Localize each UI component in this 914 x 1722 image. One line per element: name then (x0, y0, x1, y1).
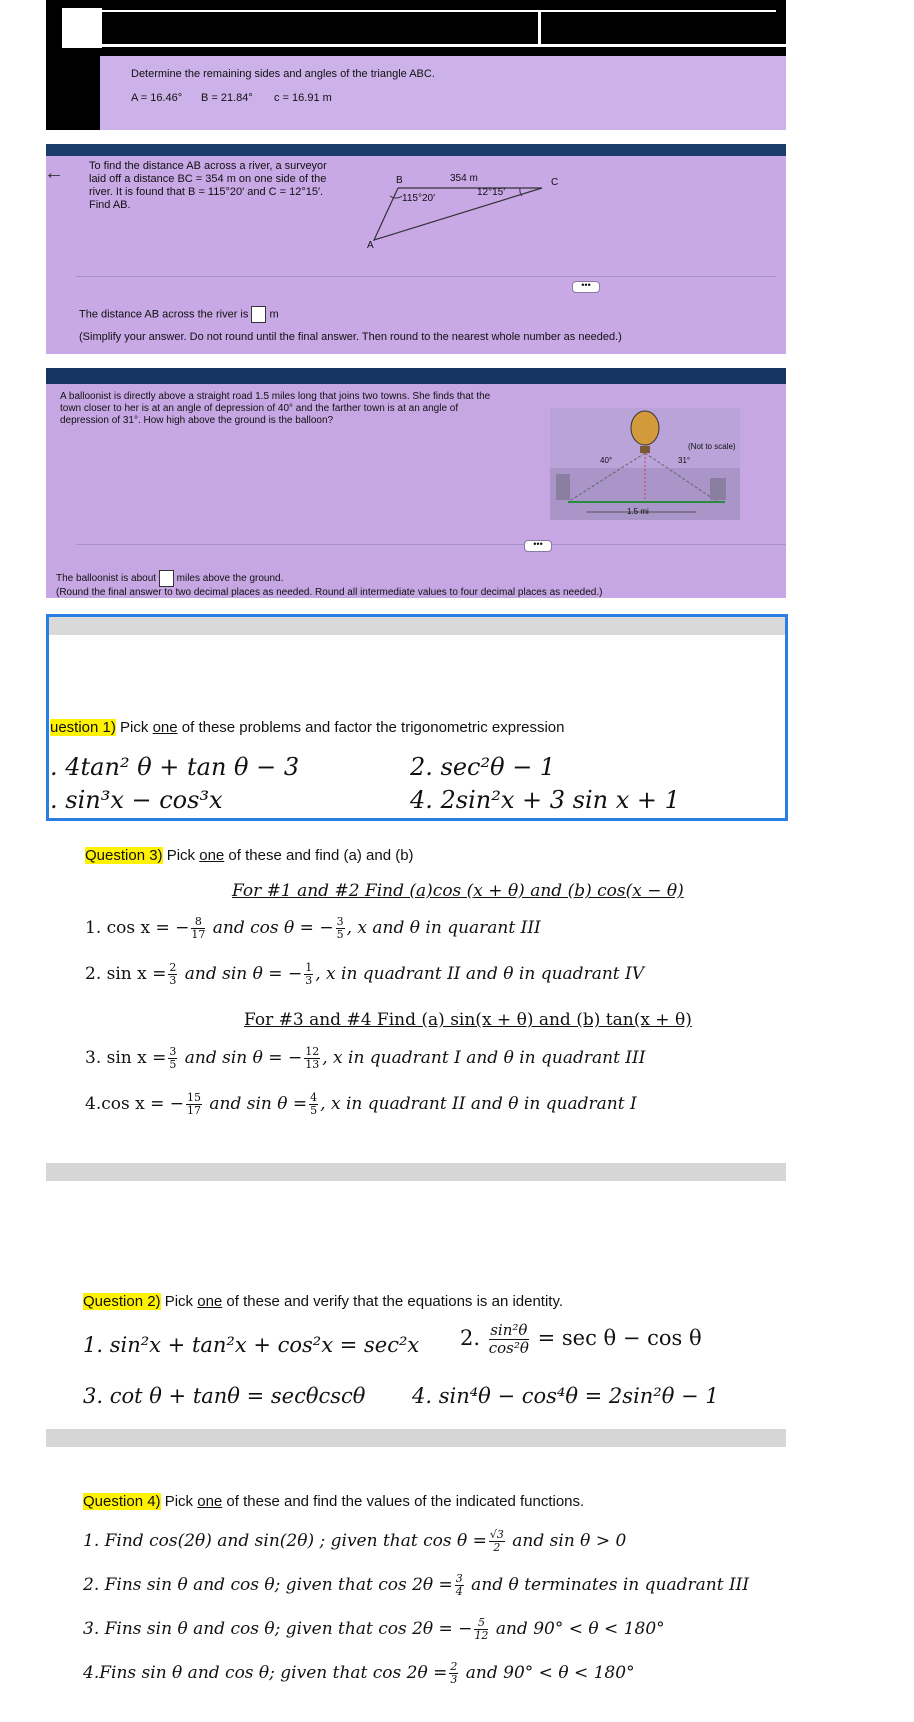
identity-3: 3. cot θ + tanθ = secθcscθ (83, 1384, 366, 1408)
more-options-button[interactable]: ••• (524, 540, 552, 552)
divider (76, 544, 786, 545)
expr-text: and 90° < θ < 180° (490, 1619, 665, 1639)
numerator: √3 (489, 1528, 504, 1541)
denominator: cos²θ (488, 1339, 529, 1357)
angle-b-label: 115°20′ (402, 193, 435, 204)
problem-line: depression of 31°. How high above the ground is the balloon? (60, 415, 334, 426)
heading-text: of these and find the values of the indicated functions. (222, 1493, 585, 1510)
heading-text: Pick (162, 847, 200, 864)
vertex-c-label: C (551, 177, 559, 188)
question-label: Question 2) (83, 1293, 161, 1310)
denominator: 12 (474, 1629, 489, 1642)
numerator: sin²θ (490, 1321, 528, 1339)
expr-text: , x and θ in quarant III (346, 918, 541, 938)
denominator: 17 (191, 928, 206, 941)
expr-text: 2. sin x = (85, 964, 167, 984)
expr-text: and sin θ = − (179, 1048, 303, 1068)
answer-prefix: The balloonist is about (56, 573, 157, 585)
answer-prefix: The distance AB across the river is (79, 308, 249, 321)
fraction (489, 1322, 529, 1357)
heading-text: of these and verify that the equations is an identity. (222, 1293, 564, 1310)
heading-emphasis: one (152, 719, 178, 736)
divider (76, 276, 776, 277)
heading-text: of these problems and factor the trigonometric expression (177, 719, 565, 736)
denominator: 5 (336, 928, 344, 941)
problem-line: laid off a distance BC = 354 m on one side of the (89, 173, 327, 185)
denominator: 4 (455, 1585, 463, 1598)
expr-text: , x in quadrant I and θ in quadrant III (322, 1048, 646, 1068)
answer-unit: m (269, 308, 279, 321)
fraction (474, 1617, 488, 1642)
problem-1: . 4tan² θ + tan θ − 3 (50, 753, 300, 781)
q4-item-2 (83, 1573, 749, 1598)
vertex-a-label: A (367, 240, 374, 251)
question-label: Question 4) (83, 1493, 161, 1510)
numerator: 12 (305, 1045, 320, 1058)
distance-label: 1.5 mi (627, 507, 649, 516)
q4-item-1 (83, 1529, 626, 1554)
expr-text: = sec θ − cos θ (537, 1326, 702, 1350)
numerator: 1 (305, 961, 313, 974)
fraction (191, 916, 205, 941)
fraction (304, 962, 313, 987)
problem-2: 2. sec²θ − 1 (410, 753, 556, 781)
fraction (455, 1573, 464, 1598)
heading-emphasis: one (197, 1293, 223, 1310)
heading-text: Pick (160, 1293, 198, 1310)
side-length-label: 354 m (450, 173, 478, 184)
identity-4: 4. sin⁴θ − cos⁴θ = 2sin²θ − 1 (412, 1384, 719, 1408)
denominator: 2 (493, 1541, 501, 1554)
fraction (304, 1046, 320, 1071)
numerator: 2 (169, 961, 177, 974)
problem-line: A balloonist is directly above a straight road 1.5 miles long that joins two towns. She finds that the (60, 391, 491, 402)
answer-line (79, 306, 279, 323)
numerator: 3 (336, 915, 344, 928)
identity-1: 1. sin²x + tan²x + cos²x = sec²x (83, 1333, 420, 1357)
expr-text: 3. Fins sin θ and cos θ; given that cos 2θ = − (83, 1619, 473, 1639)
numerator: 15 (187, 1091, 201, 1104)
expr-text: and 90° < θ < 180° (460, 1663, 635, 1683)
expr-text: , x in quadrant II and θ in quadrant IV (315, 964, 645, 984)
expr-text: , x in quadrant II and θ in quadrant I (320, 1094, 637, 1114)
q4-item-4 (83, 1661, 635, 1686)
expr-text: and cos θ = − (207, 918, 334, 938)
question-3-heading (85, 847, 414, 864)
given-angle-b: B = 21.84° (201, 92, 253, 104)
answer-instructions: (Simplify your answer. Do not round until the final answer. Then round to the nearest whole number as needed.) (79, 331, 622, 343)
answer-input[interactable] (251, 306, 266, 323)
back-arrow-icon[interactable]: ← (44, 162, 64, 184)
separator-band (46, 1163, 786, 1181)
vertex-b-label: B (396, 175, 403, 186)
divider (100, 44, 786, 47)
denominator: 3 (169, 974, 177, 987)
heading-text: Pick (115, 719, 153, 736)
heading-text: Pick (160, 1493, 198, 1510)
separator-band (46, 1429, 786, 1447)
fraction (336, 916, 345, 941)
heading-emphasis: one (197, 1493, 223, 1510)
q4-item-3 (83, 1617, 665, 1642)
not-to-scale-note: (Not to scale) (688, 442, 736, 451)
question-2-heading (83, 1293, 563, 1310)
expr-text: 1. cos x = − (85, 918, 190, 938)
q3-item-2 (85, 962, 644, 987)
denominator: 13 (305, 1058, 320, 1071)
more-options-button[interactable]: ••• (572, 281, 600, 293)
answer-line (56, 570, 283, 587)
expr-text: 3. sin x = (85, 1048, 167, 1068)
fraction (168, 1046, 177, 1071)
problem-line: To find the distance AB across a river, a surveyor (89, 160, 327, 172)
redaction-block (62, 8, 102, 48)
problem-line: town closer to her is at an angle of depression of 40° and the farther town is at an angle of (60, 403, 459, 414)
expr-text: and sin θ > 0 (506, 1531, 627, 1551)
fraction (309, 1092, 318, 1117)
divider (538, 12, 541, 46)
numerator: 2 (450, 1660, 458, 1673)
problem-prompt: Determine the remaining sides and angles of the triangle ABC. (131, 68, 435, 80)
numerator: 3 (169, 1045, 177, 1058)
divider (68, 10, 776, 12)
fraction (186, 1092, 202, 1117)
expr-text: 4.cos x = − (85, 1094, 184, 1114)
numerator: 5 (474, 1617, 488, 1630)
angle-40-label: 40° (600, 456, 613, 465)
denominator: 17 (187, 1104, 201, 1117)
expr-text: and θ terminates in quadrant III (465, 1575, 750, 1595)
angle-31-label: 31° (678, 456, 691, 465)
question-label: Question 3) (85, 847, 163, 864)
q3-item-1 (85, 916, 541, 941)
subheading-1: For #1 and #2 Find (a)cos (x + θ) and (b) cos(x − θ) (232, 881, 684, 901)
expr-text: and sin θ = (204, 1094, 308, 1114)
identity-2 (460, 1322, 702, 1357)
numerator: 3 (455, 1572, 463, 1585)
denominator: 3 (305, 974, 313, 987)
q3-item-4 (85, 1092, 637, 1117)
answer-instructions: (Round the final answer to two decimal places as needed. Round all intermediate values to four decimal places as needed.) (56, 587, 603, 598)
numerator: 8 (191, 916, 205, 929)
denominator: 5 (169, 1058, 177, 1071)
subheading-2: For #3 and #4 Find (a) sin(x + θ) and (b) tan(x + θ) (244, 1010, 692, 1030)
heading-emphasis: one (199, 847, 225, 864)
fraction (168, 962, 177, 987)
problem-line: river. It is found that B = 115°20′ and C = 12°15′. (89, 186, 324, 198)
expr-text: 2. (460, 1326, 481, 1350)
balloon-figure (550, 408, 740, 520)
denominator: 3 (450, 1673, 458, 1686)
expr-text: 1. Find cos(2θ) and sin(2θ) ; given that cos θ = (83, 1531, 487, 1551)
answer-input[interactable] (159, 570, 174, 587)
problem-4: 4. 2sin²x + 3 sin x + 1 (410, 786, 680, 814)
panel-header-bar (46, 368, 786, 384)
q3-item-3 (85, 1046, 645, 1071)
question-4-heading (83, 1493, 584, 1510)
expr-text: and sin θ = − (179, 964, 303, 984)
fraction (489, 1529, 505, 1554)
problem-line: Find AB. (89, 199, 131, 211)
question-1-heading (50, 719, 564, 736)
problem-3: . sin³x − cos³x (50, 786, 223, 814)
denominator: 5 (310, 1104, 318, 1117)
given-side-c: c = 16.91 m (274, 92, 332, 104)
angle-c-label: 12°15′ (477, 187, 506, 198)
numerator: 4 (310, 1091, 318, 1104)
given-angle-a: A = 16.46° (131, 92, 183, 104)
expr-text: 2. Fins sin θ and cos θ; given that cos 2θ = (83, 1575, 453, 1595)
heading-text: of these and find (a) and (b) (224, 847, 414, 864)
question-label: uestion 1) (50, 719, 116, 736)
panel-header-bar (46, 144, 786, 156)
fraction (449, 1661, 458, 1686)
answer-suffix: miles above the ground. (176, 573, 284, 585)
expr-text: 4.Fins sin θ and cos θ; given that cos 2θ = (83, 1663, 448, 1683)
separator-band (49, 617, 785, 635)
